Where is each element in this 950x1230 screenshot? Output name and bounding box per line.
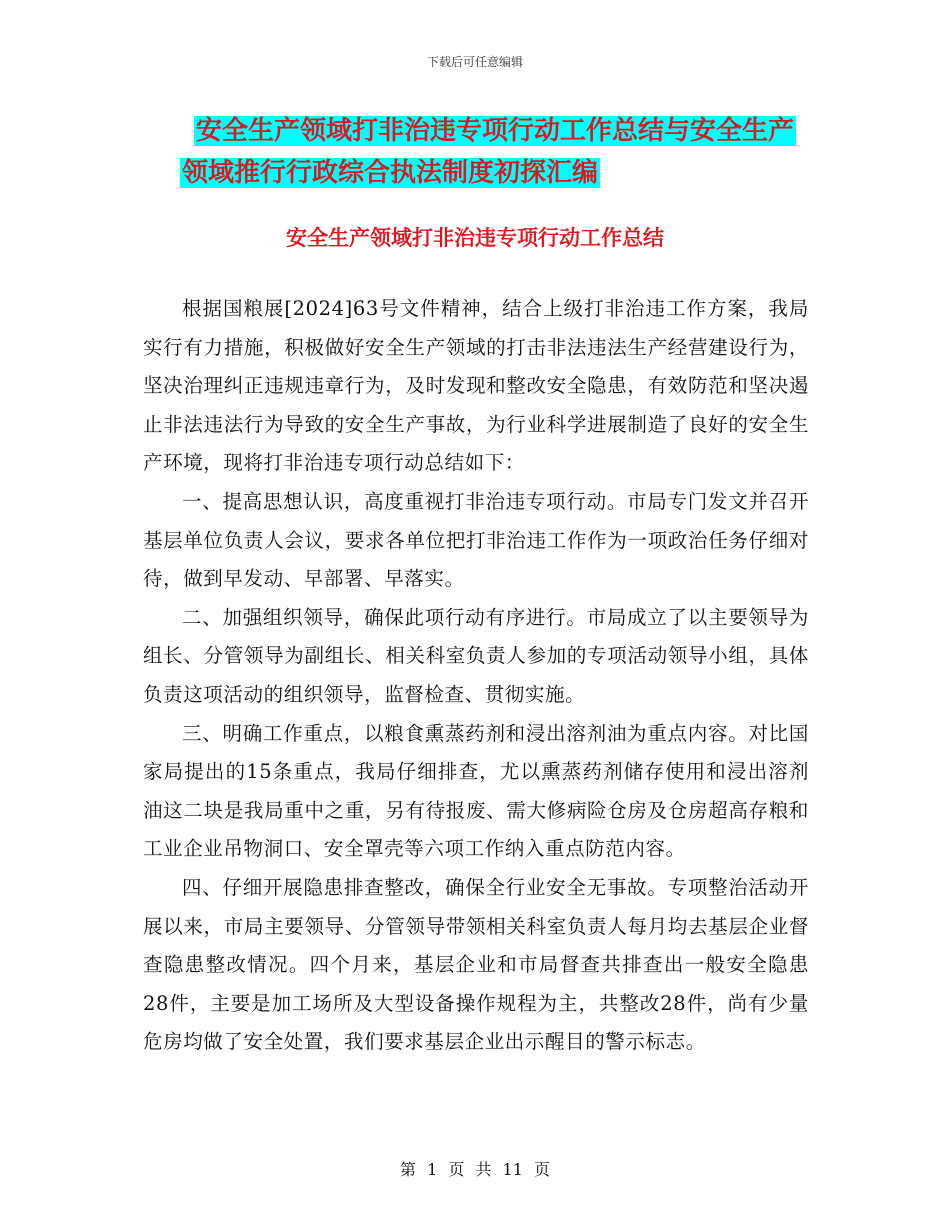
paragraph-item-2: 二、加强组织领导，确保此项行动有序进行。市局成立了以主要领导为组长、分管领导为副组长、相关科室负责人参加的专项活动领导小组，具体负责这项活动的组织领导，监督检查、贯彻实施。 [143,605,809,706]
page-footer: 第 1 页 共 11 页 [400,1160,550,1179]
document-title [180,110,820,194]
section-heading: 安全生产领域打非治违专项行动工作总结 [286,226,664,250]
body-text [143,290,809,1062]
paragraph-item-4: 四、仔细开展隐患排查整改，确保全行业安全无事故。专项整治活动开展以来，市局主要领导、分管领导带领相关科室负责人每月均去基层企业督查隐患整改情况。四个月来，基层企业和市局督查共排查出一般安全隐患28件，主要是加工场所及大型设备操作规程为主，共整改28件，尚有少量危房均做了安全处置，我们要求基层企业出示醒目的警示标志。 [143,875,809,1054]
title-line-1 [180,110,820,152]
title-line-2-text: 领域推行行政综合执法制度初探汇编 [182,158,599,188]
title-line-1-text: 安全生产领域打非治违专项行动工作总结与安全生产 [196,116,795,146]
paragraph-item-1: 一、提高思想认识，高度重视打非治违专项行动。市局专门发文并召开基层单位负责人会议，要求各单位把打非治违工作作为一项政治任务仔细对待，做到早发动、早部署、早落实。 [143,489,809,591]
header-note: 下载后可任意编辑 [426,55,523,69]
paragraph-intro: 根据国粮展[2024]63号文件精神，结合上级打非治违工作方案，我局实行有力措施，积极做好安全生产领域的打击非法违法生产经营建设行为，坚决治理纠正违规违章行为，及时发现和整改安全隐患，有效防范和坚决遏止非法违法行为导致的安全生产事故，为行业科学进展制造了良好的安全生产环境，现将打非治违专项行动总结如下： [143,297,809,475]
paragraph-item-3: 三、明确工作重点，以粮食熏蒸药剂和浸出溶剂油为重点内容。对比国家局提出的15条重点，我局仔细排查，尤以熏蒸药剂储存使用和浸出溶剂油这二块是我局重中之重，另有待报废、需大修病险仓房及仓房超高存粮和工业企业吊物洞口、安全罩壳等六项工作纳入重点防范内容。 [143,721,809,861]
title-line-2 [180,152,820,194]
